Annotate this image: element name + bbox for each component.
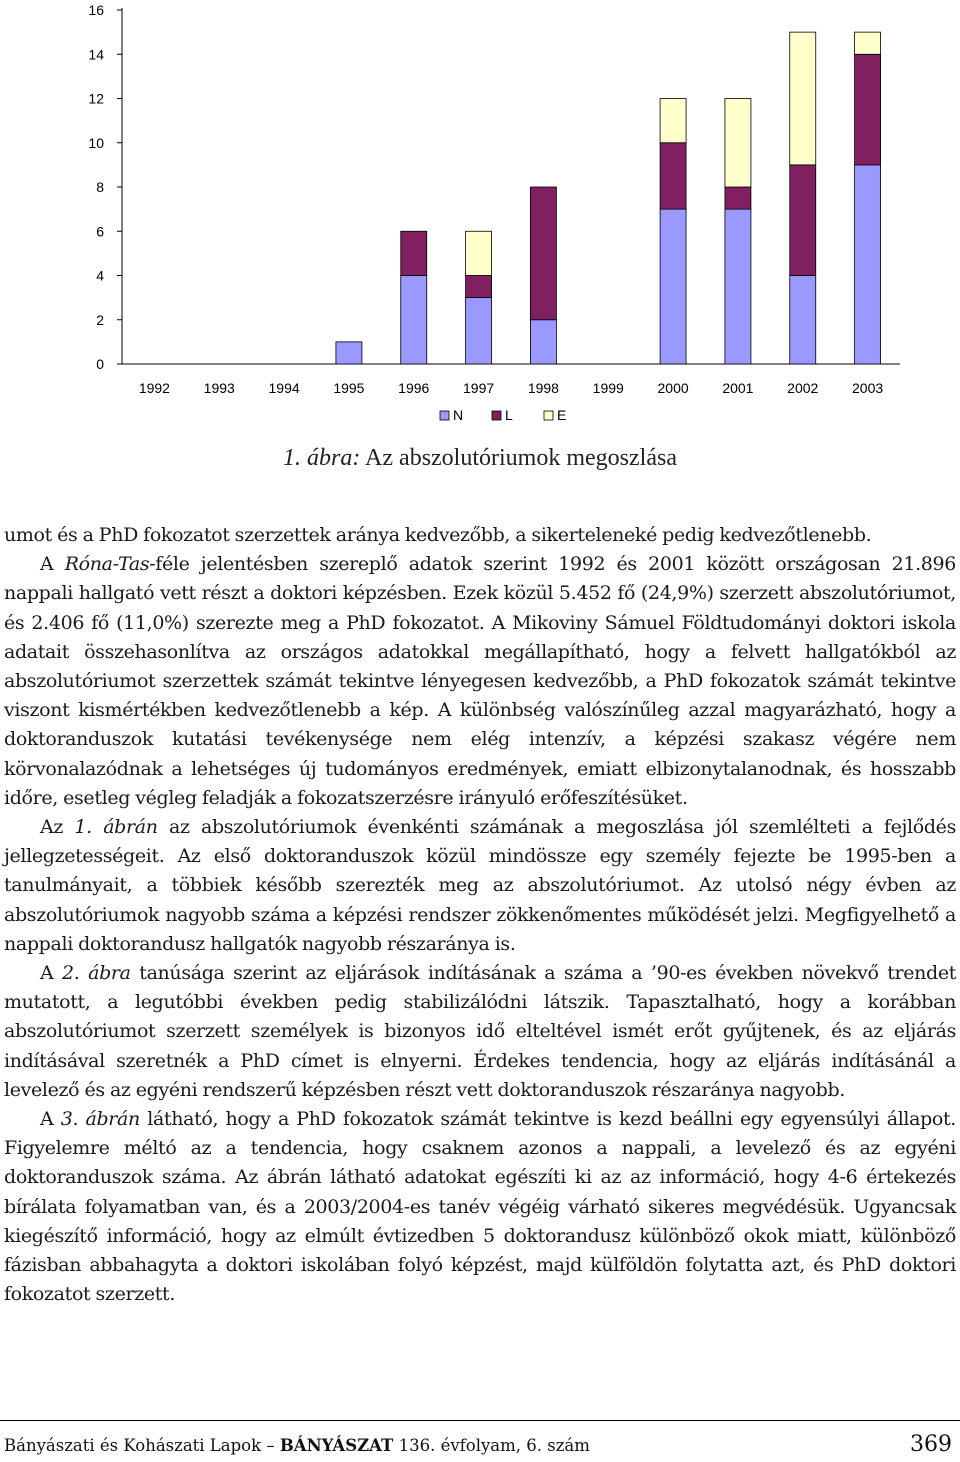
footer-volume: 136. évfolyam, 6. szám: [393, 1436, 590, 1455]
bar-segment-N-2003: [855, 165, 881, 364]
footer-journal-name: Bányászati és Kohászati Lapok –: [4, 1436, 280, 1455]
bar-segment-L-2003: [855, 54, 881, 165]
page-number: 369: [910, 1432, 952, 1457]
p2-pre: A: [40, 553, 65, 576]
x-tick-label: 1995: [333, 380, 365, 396]
bar-segment-E-2001: [725, 99, 751, 188]
bar-segment-N-1995: [336, 342, 362, 364]
article-body: [4, 521, 956, 1309]
y-tick-label: 0: [96, 356, 104, 372]
x-tick-label: 1998: [527, 380, 559, 396]
p2-post: -féle jelentésben szereplő adatok szerint 1992 és 2001 között országosan 21.896 nappali hallgató vett részt a doktori képzésben. Ezek közül 5.452 fő (24,9%) szerzett abszolutóriumot, és 2.406 fő (11,0%) szerezte meg a PhD fokozatot. A Mikoviny Sámuel Földtudományi doktori iskola adatait összehasonlítva az országos adatokkal megállapítható, hogy a felvett hallgatókból az abszolutóriumot szerzettek számát tekintve lényegesen kedvezőbb, a PhD fokozatok számát tekintve viszont kismértékben kedvezőtlenebb a kép. A különbség valószínűleg azzal magyarázható, hogy a doktoranduszok kutatási tevékenysége nem elég intenzív, a képzési szakasz végére nem körvonalazódnak a lehetséges új tudományos eredmények, emiatt elbizonytalanodnak, és hosszabb időre, esetleg végleg feladják a fokozatszerzésre irányuló erőfeszítésüket.: [4, 553, 957, 809]
bar-segment-L-2001: [725, 187, 751, 209]
paragraph-5: [4, 1105, 956, 1309]
bar-segment-L-1996: [401, 231, 427, 275]
y-tick-label: 16: [88, 2, 104, 18]
bar-segment-N-2001: [725, 209, 751, 364]
p5-pre: A: [40, 1108, 61, 1131]
p5-post: látható, hogy a PhD fokozatok számát tekintve is kezd beállni egy egyensúlyi állapot. Figyelemre méltó az a tendencia, hogy csaknem azonos a nappali, a levelező és az egyéni doktoranduszok száma. Az ábrán látható adatokat egészíti ki az az információ, hogy 4-6 értekezés bírálata folyamatban van, és a 2003/2004-es tanév végéig várható sikeres megvédésük. Ugyancsak kiegészítő információ, hogy az elmúlt évtizedben 5 doktorandusz különböző okok miatt, különböző fázisban abbahagyta a doktori iskolában folyó képzést, majd külföldön folytatta azt, és PhD doktori fokozatot szerzett.: [4, 1108, 957, 1306]
bar-segment-L-2000: [660, 143, 686, 209]
x-tick-label: 2001: [722, 380, 754, 396]
legend-swatch-E: [544, 411, 553, 420]
x-tick-label: 1996: [398, 380, 430, 396]
p3-post: az abszolutóriumok évenkénti számának a megoszlása jól szemlélteti a fejlődés jellegzetességeit. Az első doktoranduszok közül mindössze egy személy fejezte be 1995-ben a tanulmányait, a többiek később szerezték meg az abszolutóriumot. Az utolsó négy évben az abszolutóriumok nagyobb száma a képzési rendszer zökkenőmentes működését jelzi. Megfigyelhető a nappali doktorandusz hallgatók nagyobb részaránya is.: [4, 816, 956, 955]
bar-segment-L-2002: [790, 165, 816, 276]
stacked-bar-chart: [0, 0, 960, 440]
p2-italic: Róna-Tas: [64, 553, 150, 576]
y-tick-label: 2: [96, 311, 104, 328]
figure-caption-label: 1. ábra:: [283, 445, 361, 471]
bar-segment-E-2002: [790, 32, 816, 165]
paragraph-2: [4, 550, 956, 813]
footer-journal-bold: BÁNYÁSZAT: [279, 1436, 394, 1455]
figure-caption-text: Az abszolutóriumok megoszlása: [360, 445, 677, 471]
bar-segment-N-1998: [530, 320, 556, 364]
footer-divider: [0, 1420, 960, 1421]
x-tick-label: 1997: [463, 380, 495, 396]
p5-italic: 3. ábrán: [60, 1108, 140, 1131]
y-tick-label: 6: [96, 223, 104, 240]
figure-caption: [0, 445, 960, 472]
legend-swatch-L: [492, 411, 501, 420]
bar-segment-N-2002: [790, 276, 816, 365]
x-tick-label: 2000: [657, 380, 689, 396]
p4-post: tanúsága szerint az eljárások indításának a száma a ’90-es években növekvő trendet mutatott, a legutóbbi években pedig stabilizálódni látszik. Tapasztalható, hogy a korábban abszolutóriumot szerzett személyek is bizonyos idő elteltével ismét erőt gyűjtenek, és az eljárás indításával szeretnék a PhD címet is elnyerni. Érdekes tendencia, hogy az eljárás indításánál a levelező és az egyéni rendszerű képzésben részt vett doktoranduszok részaránya nagyobb.: [4, 962, 957, 1101]
legend-label-L: L: [505, 407, 513, 423]
x-tick-label: 2002: [787, 380, 819, 396]
bar-segment-L-1997: [466, 276, 492, 298]
legend-label-N: N: [453, 407, 464, 423]
x-tick-label: 1993: [203, 380, 235, 396]
bar-segment-N-2000: [660, 209, 686, 364]
paragraph-4: [4, 959, 956, 1105]
bar-segment-E-1997: [466, 231, 492, 275]
bar-segment-E-2003: [855, 32, 881, 54]
p3-pre: Az: [40, 816, 75, 839]
y-tick-label: 14: [88, 46, 104, 63]
x-tick-label: 1999: [592, 380, 624, 396]
footer-journal: [4, 1436, 590, 1455]
paragraph-3: [4, 813, 956, 959]
bar-segment-N-1997: [466, 298, 492, 364]
y-tick-label: 10: [88, 134, 104, 151]
p3-italic: 1. ábrán: [74, 816, 158, 839]
x-tick-label: 1994: [268, 380, 300, 396]
y-tick-label: 4: [96, 267, 104, 284]
legend-swatch-N: [440, 411, 449, 420]
y-tick-label: 12: [88, 90, 104, 107]
bar-segment-N-1996: [401, 276, 427, 365]
bar-segment-E-2000: [660, 99, 686, 143]
x-tick-label: 2003: [852, 380, 884, 396]
bar-segment-L-1998: [530, 187, 556, 320]
legend-label-E: E: [557, 407, 567, 423]
y-tick-label: 8: [96, 179, 104, 195]
paragraph-1: umot és a PhD fokozatot szerzettek aránya kedvezőbb, a sikerteleneké pedig kedvezőtlenebb.: [4, 524, 872, 546]
p4-italic: 2. ábra: [62, 962, 131, 985]
p4-pre: A: [40, 962, 63, 985]
figure-1: [0, 0, 960, 440]
x-tick-label: 1992: [138, 380, 170, 396]
